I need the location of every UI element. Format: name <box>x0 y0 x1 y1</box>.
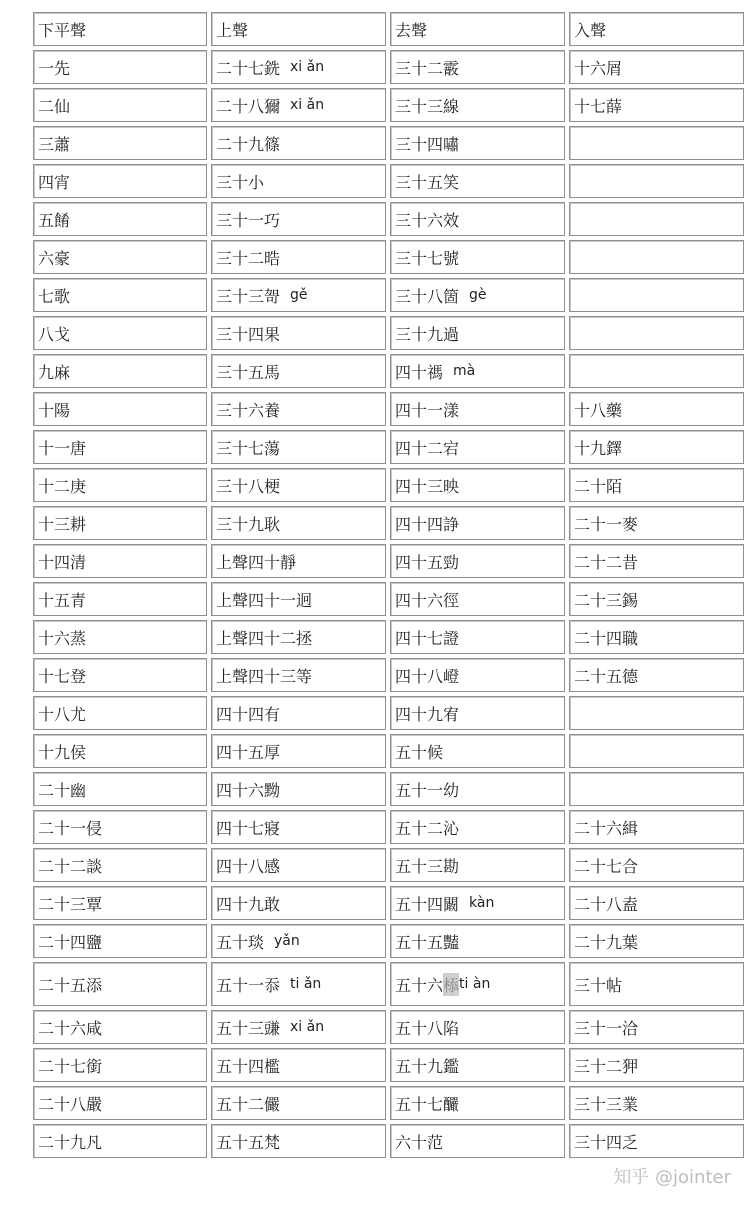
table-cell <box>33 544 207 578</box>
table-row <box>31 466 750 504</box>
cell-text: 十九鐸 <box>574 438 623 458</box>
cell-text: 三十七蕩 <box>216 438 281 458</box>
cell-text: 五十候 <box>395 742 444 762</box>
table-cell <box>211 202 386 236</box>
table-cell <box>33 240 207 274</box>
table-cell <box>33 354 207 388</box>
cell-text: 六豪 <box>38 248 71 268</box>
cell-pinyin: ti ǎn <box>290 976 322 992</box>
table-cell <box>211 810 386 844</box>
cell-text: 十六屑 <box>574 58 623 78</box>
table-row <box>31 124 750 162</box>
table-cell <box>211 848 386 882</box>
table-cell <box>390 430 565 464</box>
table-cell <box>390 1048 565 1082</box>
header-row <box>31 10 750 48</box>
table-cell <box>569 278 744 312</box>
cell-text: 二十七合 <box>574 856 639 876</box>
table-cell <box>33 50 207 84</box>
table-cell <box>211 1048 386 1082</box>
table-cell <box>33 734 207 768</box>
cell-text: 五十三勘 <box>395 856 460 876</box>
cell-text: 五十一幼 <box>395 780 460 800</box>
cell-text: 六十范 <box>395 1132 444 1152</box>
cell-pinyin: gè <box>469 287 487 303</box>
table-cell <box>390 544 565 578</box>
table-row <box>31 48 750 86</box>
table-cell <box>390 924 565 958</box>
table-cell <box>569 50 744 84</box>
cell-text: 五十四闞 <box>395 894 460 914</box>
table-row <box>31 428 750 466</box>
table-cell <box>390 962 565 1006</box>
cell-text: 三十三線 <box>395 96 460 116</box>
table-cell <box>390 50 565 84</box>
table-row <box>31 1122 750 1160</box>
watermark: 知乎 @jointer <box>613 1167 731 1188</box>
cell-text: 三蕭 <box>38 134 71 154</box>
table-row <box>31 352 750 390</box>
table-row <box>31 238 750 276</box>
table-cell <box>33 1124 207 1158</box>
table-row <box>31 390 750 428</box>
header-cell: 去聲 <box>390 12 565 46</box>
table-cell <box>211 962 386 1006</box>
table-cell <box>569 1010 744 1044</box>
table-cell <box>33 582 207 616</box>
cell-text: 五十三豏 <box>216 1018 281 1038</box>
cell-text: 四十九宥 <box>395 704 460 724</box>
cell-pinyin: kàn <box>469 895 495 911</box>
table-cell <box>211 886 386 920</box>
table-cell <box>33 126 207 160</box>
table-cell <box>569 506 744 540</box>
table-row <box>31 162 750 200</box>
cell-text: 四十七寢 <box>216 818 281 838</box>
cell-text: 三十四乏 <box>574 1132 639 1152</box>
table-cell <box>569 392 744 426</box>
cell-text: 三十九過 <box>395 324 460 344</box>
table-cell <box>33 658 207 692</box>
cell-text: 二仙 <box>38 96 71 116</box>
cell-text: 五十一忝 <box>216 975 281 995</box>
cell-text: 二十四職 <box>574 628 639 648</box>
cell-text: 三十五笑 <box>395 172 460 192</box>
table-cell <box>569 316 744 350</box>
table-cell <box>390 1086 565 1120</box>
cell-text: 三十六效 <box>395 210 460 230</box>
table-cell <box>33 886 207 920</box>
table-cell <box>390 582 565 616</box>
cell-text: 四十一漾 <box>395 400 460 420</box>
cell-text: 上聲四十三等 <box>216 666 313 686</box>
table-cell <box>390 506 565 540</box>
table-cell <box>569 1124 744 1158</box>
cell-text: 十陽 <box>38 400 71 420</box>
table-cell <box>569 1086 744 1120</box>
cell-text: 十八藥 <box>574 400 623 420</box>
table-cell <box>33 924 207 958</box>
table-cell <box>390 202 565 236</box>
table-cell <box>390 164 565 198</box>
table-cell <box>211 924 386 958</box>
table-cell <box>33 962 207 1006</box>
cell-text: 四十禡 <box>395 362 444 382</box>
cell-text: 四十六黝 <box>216 780 281 800</box>
table-cell <box>390 126 565 160</box>
table-cell <box>569 696 744 730</box>
table-row <box>31 200 750 238</box>
table-row <box>31 694 750 732</box>
cell-text: 三十三哿 <box>216 286 281 306</box>
table-cell <box>211 1010 386 1044</box>
table-row <box>31 922 750 960</box>
table-cell <box>569 962 744 1006</box>
cell-text: 五十九鑑 <box>395 1056 460 1076</box>
table-cell <box>211 772 386 806</box>
rhyme-table <box>31 10 750 1160</box>
table-cell <box>211 696 386 730</box>
cell-text: 十三耕 <box>38 514 87 534</box>
table-cell <box>390 316 565 350</box>
table-cell <box>390 1124 565 1158</box>
table-cell <box>390 392 565 426</box>
cell-text: 四十五勁 <box>395 552 460 572</box>
table-cell <box>33 468 207 502</box>
table-cell <box>33 88 207 122</box>
table-cell <box>569 88 744 122</box>
cell-text: 五十五梵 <box>216 1132 281 1152</box>
cell-text: 五十琰 <box>216 932 265 952</box>
cell-text: 二十一侵 <box>38 818 103 838</box>
table-cell <box>569 734 744 768</box>
cell-text: 十七薛 <box>574 96 623 116</box>
table-cell <box>569 620 744 654</box>
cell-text: 四十三映 <box>395 476 460 496</box>
table-cell <box>211 734 386 768</box>
cell-text: 三十二霰 <box>395 58 460 78</box>
cell-text: 二十陌 <box>574 476 623 496</box>
cell-text: 三十帖 <box>574 975 623 995</box>
cell-text: 三十四嘯 <box>395 134 460 154</box>
cell-text: 十五青 <box>38 590 87 610</box>
table-cell <box>569 810 744 844</box>
cell-text: 四十八感 <box>216 856 281 876</box>
cell-text: 四十六徑 <box>395 590 460 610</box>
table-row <box>31 86 750 124</box>
cell-text: 八戈 <box>38 324 71 344</box>
cell-text: 三十七號 <box>395 248 460 268</box>
cell-text: 三十二狎 <box>574 1056 639 1076</box>
cell-text: 十六蒸 <box>38 628 87 648</box>
table-row <box>31 276 750 314</box>
cell-pinyin: yǎn <box>274 933 300 949</box>
table-cell <box>569 240 744 274</box>
cell-text: 二十九凡 <box>38 1132 103 1152</box>
header-cell: 下平聲 <box>33 12 207 46</box>
table-cell <box>211 240 386 274</box>
table-row <box>31 808 750 846</box>
cell-text: 五十六 <box>395 975 444 995</box>
table-cell <box>390 696 565 730</box>
table-cell <box>33 430 207 464</box>
cell-text: 上聲四十靜 <box>216 552 297 572</box>
cell-text: 七歌 <box>38 286 71 306</box>
cell-text: 二十八獮 <box>216 96 281 116</box>
table-cell <box>390 734 565 768</box>
table-cell <box>390 772 565 806</box>
cell-text: 四十四有 <box>216 704 281 724</box>
cell-text: 五十四檻 <box>216 1056 281 1076</box>
cell-text: 十二庚 <box>38 476 87 496</box>
cell-text: 二十七銑 <box>216 58 281 78</box>
cell-text: 五十二儼 <box>216 1094 281 1114</box>
cell-text: 二十八盍 <box>574 894 639 914</box>
table-cell <box>211 544 386 578</box>
table-cell <box>211 392 386 426</box>
table-cell <box>390 848 565 882</box>
cell-text: 十八尤 <box>38 704 87 724</box>
cell-text: 四十二宕 <box>395 438 460 458</box>
table-cell <box>390 620 565 654</box>
cell-text: 十四清 <box>38 552 87 572</box>
table-cell <box>33 506 207 540</box>
cell-text: 三十一洽 <box>574 1018 639 1038</box>
cell-text: 四十八嶝 <box>395 666 460 686</box>
cell-text: 二十五添 <box>38 975 103 995</box>
cell-text: 十九侯 <box>38 742 87 762</box>
table-row <box>31 1008 750 1046</box>
table-cell <box>390 658 565 692</box>
cell-text: 四十四諍 <box>395 514 460 534</box>
table-cell <box>569 772 744 806</box>
cell-text: 九麻 <box>38 362 71 382</box>
cell-text: 二十二談 <box>38 856 103 876</box>
cell-text: 二十四鹽 <box>38 932 103 952</box>
table-cell <box>569 582 744 616</box>
table-row <box>31 656 750 694</box>
table-cell <box>569 164 744 198</box>
table-cell <box>33 164 207 198</box>
table-cell <box>569 658 744 692</box>
cell-text: 二十八嚴 <box>38 1094 103 1114</box>
table-row <box>31 504 750 542</box>
cell-text: 二十二昔 <box>574 552 639 572</box>
cell-text: 五十五豔 <box>395 932 460 952</box>
table-cell <box>33 696 207 730</box>
table-cell <box>211 620 386 654</box>
table-cell <box>33 848 207 882</box>
table-cell <box>211 354 386 388</box>
cell-text: 五十二沁 <box>395 818 460 838</box>
table-cell <box>390 468 565 502</box>
cell-text: 四十九敢 <box>216 894 281 914</box>
cell-text: 三十九耿 <box>216 514 281 534</box>
table-row <box>31 618 750 656</box>
table-row <box>31 732 750 770</box>
table-cell <box>33 1010 207 1044</box>
table-cell <box>33 278 207 312</box>
cell-text: 三十八箇 <box>395 286 460 306</box>
cell-text: 二十五德 <box>574 666 639 686</box>
cell-text: 三十一巧 <box>216 210 281 230</box>
table-cell <box>211 1124 386 1158</box>
table-cell <box>33 772 207 806</box>
table-cell <box>390 1010 565 1044</box>
cell-text: 一先 <box>38 58 71 78</box>
cell-pinyin: xi ǎn <box>290 97 325 113</box>
table-cell <box>211 658 386 692</box>
cell-text: 三十小 <box>216 172 265 192</box>
table-cell <box>211 430 386 464</box>
cell-text: 四十五厚 <box>216 742 281 762</box>
table-cell <box>569 468 744 502</box>
cell-text: 四宵 <box>38 172 71 192</box>
table-cell <box>33 392 207 426</box>
table-cell <box>569 886 744 920</box>
cell-text: 二十三覃 <box>38 894 103 914</box>
table-cell <box>33 1048 207 1082</box>
cell-text: 二十幽 <box>38 780 87 800</box>
cell-text: 二十六緝 <box>574 818 639 838</box>
table-cell <box>33 810 207 844</box>
table-row <box>31 542 750 580</box>
table-cell <box>33 316 207 350</box>
cell-pinyin: xi ǎn <box>290 1019 325 1035</box>
table-cell <box>33 202 207 236</box>
cell-pinyin: xi ǎn <box>290 59 325 75</box>
table-cell <box>569 848 744 882</box>
table-row <box>31 580 750 618</box>
table-row <box>31 770 750 808</box>
table-cell <box>211 50 386 84</box>
table-cell <box>211 506 386 540</box>
cell-text: 二十三錫 <box>574 590 639 610</box>
cell-text: 上聲四十二拯 <box>216 628 313 648</box>
cell-text: 三十四果 <box>216 324 281 344</box>
table-cell <box>390 810 565 844</box>
cell-glyph-image: 㮇 <box>443 973 459 996</box>
table-cell <box>211 126 386 160</box>
table-cell <box>390 240 565 274</box>
cell-text: 二十九葉 <box>574 932 639 952</box>
table-cell <box>390 278 565 312</box>
table-cell <box>211 1086 386 1120</box>
cell-text: 三十二晧 <box>216 248 281 268</box>
table-cell <box>569 544 744 578</box>
table-cell <box>569 354 744 388</box>
table-row <box>31 1046 750 1084</box>
table-cell <box>211 468 386 502</box>
cell-text: 上聲四十一迥 <box>216 590 313 610</box>
table-row <box>31 1084 750 1122</box>
cell-pinyin: gě <box>290 287 308 303</box>
cell-text: 三十八梗 <box>216 476 281 496</box>
cell-text: 三十三業 <box>574 1094 639 1114</box>
table-cell <box>211 88 386 122</box>
table-row <box>31 960 750 1008</box>
table-row <box>31 314 750 352</box>
table-cell <box>211 582 386 616</box>
cell-text: 五十七釅 <box>395 1094 460 1114</box>
table-cell <box>33 1086 207 1120</box>
header-cell: 入聲 <box>569 12 744 46</box>
table-cell <box>569 202 744 236</box>
cell-text: 十一唐 <box>38 438 87 458</box>
cell-text: 四十七證 <box>395 628 460 648</box>
cell-pinyin: mà <box>453 363 476 379</box>
cell-text: 二十六咸 <box>38 1018 103 1038</box>
header-cell: 上聲 <box>211 12 386 46</box>
cell-text: 三十五馬 <box>216 362 281 382</box>
table-cell <box>569 1048 744 1082</box>
table-body <box>31 48 750 1160</box>
table-cell <box>390 886 565 920</box>
table-cell <box>211 316 386 350</box>
table-cell <box>33 620 207 654</box>
cell-text: 五餚 <box>38 210 71 230</box>
table-row <box>31 884 750 922</box>
table-cell <box>569 430 744 464</box>
cell-text: 二十一麥 <box>574 514 639 534</box>
table-cell <box>390 354 565 388</box>
cell-text: 二十九篠 <box>216 134 281 154</box>
table-cell <box>569 924 744 958</box>
table-row <box>31 846 750 884</box>
table-cell <box>211 278 386 312</box>
cell-text: 十七登 <box>38 666 87 686</box>
cell-pinyin: ti àn <box>459 976 491 992</box>
cell-text: 二十七銜 <box>38 1056 103 1076</box>
table-cell <box>390 88 565 122</box>
cell-text: 五十八陷 <box>395 1018 460 1038</box>
table-cell <box>569 126 744 160</box>
table-cell <box>211 164 386 198</box>
cell-text: 三十六養 <box>216 400 281 420</box>
